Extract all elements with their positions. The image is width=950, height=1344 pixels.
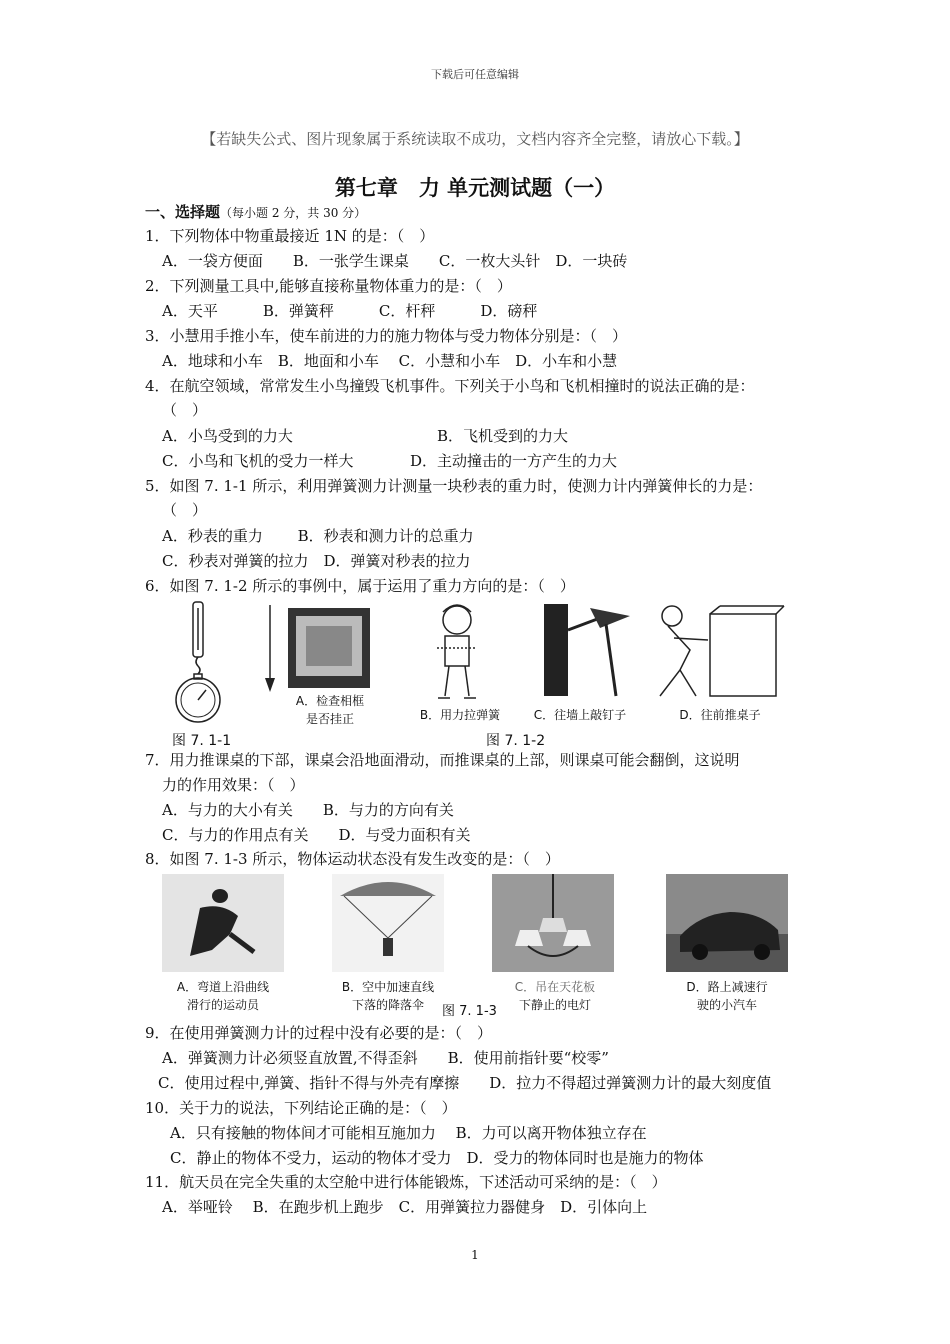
fig3-caption-d-line1: D．路上减速行 [686, 980, 768, 994]
fig3-caption-c-line1: C．吊在天花板 [514, 980, 596, 994]
q4-option-d: D．主动撞击的一方产生的力大 [410, 452, 618, 470]
page-number: 1 [471, 1248, 479, 1262]
boy-pushing-box-image [660, 606, 784, 696]
q2-stem: 2．下列测量工具中,能够直接称量物体重力的是：（ ） [145, 277, 512, 295]
q9-options-cd: C．使用过程中,弹簧、指针不得与外壳有摩擦 D．拉力不得超过弹簧测力计的最大刻度值 [158, 1074, 772, 1092]
figure-row-2-drawings [160, 874, 800, 976]
q4-option-a: A．小鸟受到的力大 [162, 427, 293, 445]
q11-options: A．举哑铃 B．在跑步机上跑步 C．用弹簧拉力器健身 D．引体向上 [162, 1198, 648, 1216]
boy-pulling-spring-image [437, 605, 477, 698]
hammer-nail-wall-image [544, 604, 630, 696]
q5-options-ab: A．秒表的重力 B．秒表和测力计的总重力 [162, 527, 474, 545]
q5-options-cd: C．秒表对弹簧的拉力 D．弹簧对秒表的拉力 [162, 552, 471, 570]
q4-option-c: C．小鸟和飞机的受力一样大 [162, 452, 354, 470]
q5-stem-cont: （ ） [162, 501, 208, 519]
spring-scale-stopwatch-image [176, 602, 220, 722]
q4-stem: 4．在航空领域，常常发生小鸟撞毁飞机事件。下列关于小鸟和飞机相撞时的说法正确的是： [145, 377, 755, 395]
section-label: 一、选择题 [145, 203, 221, 221]
download-notice: 【若缺失公式、图片现象属于系统读取不成功，文档内容齐全完整，请放心下载。】 [201, 130, 749, 148]
fig3-caption-b-line2: 下落的降落伞 [351, 998, 424, 1012]
fig3-caption-b-line1: B．空中加速直线 [341, 980, 435, 994]
q7-options-cd: C．与力的作用点有关 D．与受力面积有关 [162, 826, 471, 844]
fig-caption-d: D．往前推桌子 [679, 708, 761, 722]
fig3-caption-a-line2: 滑行的运动员 [186, 998, 259, 1012]
fig3-caption-a-line1: A．弯道上沿曲线 [176, 980, 270, 994]
car-image [666, 874, 788, 972]
page-title: 第七章 力 单元测试题（一） [334, 175, 616, 200]
q6-stem: 6．如图 7. 1-2 所示的事例中，属于运用了重力方向的是：（ ） [145, 577, 575, 595]
q4-option-b: B．飞机受到的力大 [437, 427, 569, 445]
picture-frame-plumb-image [265, 605, 370, 692]
speed-skater-image [162, 874, 284, 972]
q3-options: A．地球和小车 B．地面和小车 C．小慧和小车 D．小车和小慧 [162, 352, 618, 370]
fig3-caption-c-line2: 下静止的电灯 [518, 998, 591, 1012]
fig-caption-c: C．往墙上敲钉子 [533, 708, 627, 722]
q4-stem-cont: （ ） [162, 401, 208, 419]
q7-stem-cont: 力的作用效果：（ ） [162, 776, 305, 794]
page-header: 下载后可任意编辑 [431, 68, 519, 81]
section-note: （每小题 2 分，共 30 分） [220, 206, 367, 220]
q10-options-cd: C．静止的物体不受力，运动的物体才受力 D．受力的物体同时也是施力的物体 [170, 1149, 704, 1167]
fig3-caption-d-line2: 驶的小汽车 [696, 998, 757, 1012]
q9-options-ab: A．弹簧测力计必须竖直放置,不得歪斜 B．使用前指针要“校零” [162, 1049, 609, 1067]
fig-caption-a-line2: 是否挂正 [305, 712, 354, 726]
section-heading [145, 202, 366, 223]
q7-options-ab: A．与力的大小有关 B．与力的方向有关 [162, 801, 454, 819]
q11-stem: 11．航天员在完全失重的太空舱中进行体能锻炼，下述活动可采纳的是：（ ） [145, 1173, 667, 1191]
q1-stem: 1．下列物体中物重最接近 1N 的是：（ ） [145, 227, 435, 245]
q1-options: A．一袋方便面 B．一张学生课桌 C．一枚大头针 D．一块砖 [162, 252, 628, 270]
q5-stem: 5．如图 7. 1-1 所示，利用弹簧测力计测量一块秒表的重力时，使测力计内弹簧伸长的力是： [145, 477, 763, 495]
parachute-image [332, 874, 444, 972]
figure-label-7-1-1: 图 7. 1-1 [172, 733, 232, 749]
figure-7-1-3 [160, 874, 800, 1019]
fig-caption-a-line1: A．检查相框 [295, 694, 365, 708]
q7-stem: 7．用力推课桌的下部，课桌会沿地面滑动，而推课桌的上部，则课桌可能会翻倒，这说明 [145, 751, 740, 769]
q8-stem: 8．如图 7. 1-3 所示，物体运动状态没有发生改变的是：（ ） [145, 850, 560, 868]
q9-stem: 9．在使用弹簧测力计的过程中没有必要的是：（ ） [145, 1024, 493, 1042]
q3-stem: 3．小慧用手推小车，使车前进的力的施力物体与受力物体分别是：（ ） [145, 327, 628, 345]
q2-options: A．天平 B．弹簧秤 C．杆秤 D．磅秤 [162, 302, 538, 320]
hanging-lamp-image [492, 874, 614, 972]
q10-stem: 10．关于力的说法，下列结论正确的是：（ ） [145, 1099, 457, 1117]
q10-options-ab: A．只有接触的物体间才可能相互施加力 B．力可以离开物体独立存在 [170, 1124, 647, 1142]
figure-7-1-1-and-7-1-2 [160, 600, 800, 750]
figure-label-7-1-3: 图 7. 1-3 [442, 1004, 497, 1019]
fig-caption-b: B．用力拉弹簧 [419, 708, 501, 722]
figure-label-7-1-2: 图 7. 1-2 [486, 733, 546, 749]
